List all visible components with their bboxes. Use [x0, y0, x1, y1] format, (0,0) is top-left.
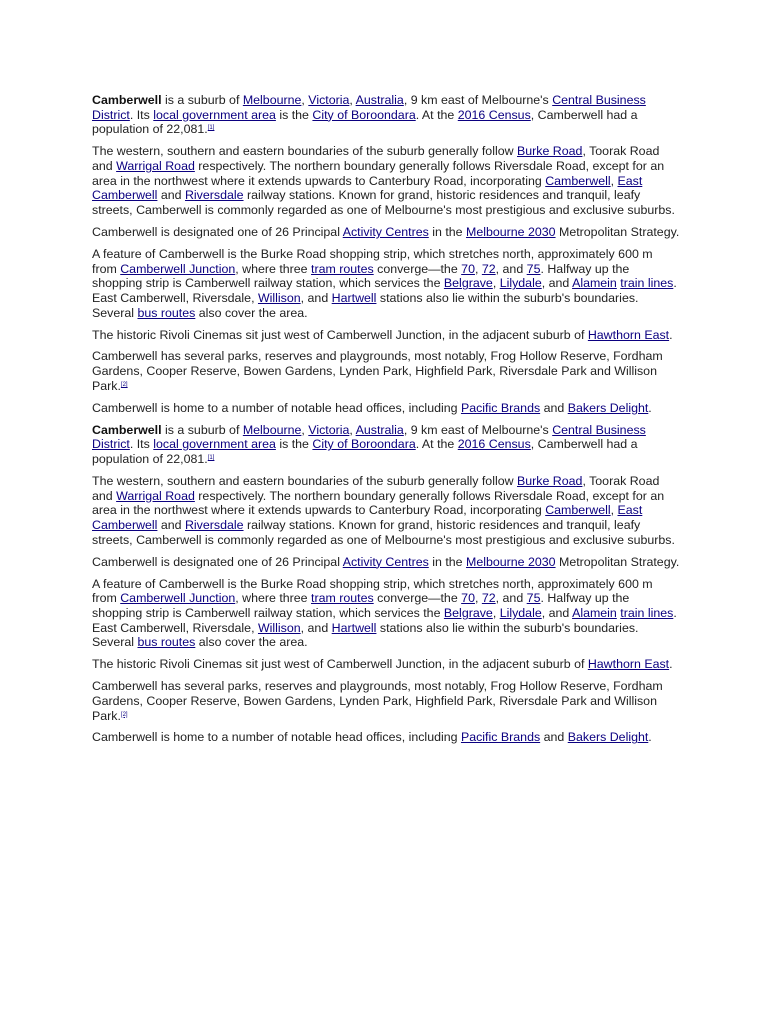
citation-superscript: [121, 382, 128, 388]
wiki-link[interactable]: Camberwell: [545, 173, 611, 188]
text-run: Metropolitan Strategy.: [555, 554, 680, 569]
wiki-link[interactable]: Bakers Delight: [567, 400, 649, 415]
text-run: . Halfway up the shopping strip is Camberwell railway station, which services the: [92, 261, 630, 291]
text-run: also cover the area.: [195, 305, 308, 320]
text-run: The historic Rivoli Cinemas sit just west of Camberwell Junction, in the adjacent suburb of: [92, 657, 588, 672]
wiki-link[interactable]: Belgrave: [443, 276, 493, 291]
text-run: . At the: [415, 437, 458, 452]
wiki-link[interactable]: Victoria: [308, 422, 350, 437]
text-run: , and: [541, 605, 573, 620]
wiki-link[interactable]: East Camberwell: [92, 503, 643, 533]
text-run: Metropolitan Strategy.: [555, 225, 680, 239]
wiki-link[interactable]: City of Boroondara: [312, 107, 416, 122]
wiki-link[interactable]: Bakers Delight: [567, 730, 649, 745]
wiki-link[interactable]: 70: [461, 261, 475, 276]
text-run: Camberwell has several parks, reserves and playgrounds, most notably, Frog Hollow Reserve, Fordham Gardens, Cooper Reserve, Bowen Gardens, Lynden Park, Highfield Park, Riversdale Park and Willison Park.: [92, 679, 663, 723]
text-run: railway stations. Known for grand, historic residences and tranquil, leafy streets, Camberwell is commonly regarded as one of Melbourne's most prestigious and exclusive suburbs.: [92, 518, 675, 547]
wiki-link[interactable]: Camberwell Junction: [120, 261, 236, 276]
article-paragraph: [92, 577, 680, 651]
text-run: is the: [275, 437, 313, 452]
text-run: . East Camberwell, Riversdale,: [92, 605, 677, 635]
text-run: stations also lie within the suburb's boundaries. Several: [92, 291, 639, 320]
article-paragraph: [92, 657, 680, 672]
wiki-link[interactable]: 72: [481, 591, 496, 606]
text-run: , 9 km east of Melbourne's: [403, 93, 553, 107]
citation-superscript: [208, 455, 215, 461]
wiki-link[interactable]: Australia: [355, 93, 404, 107]
wiki-link[interactable]: Central Business District: [92, 422, 646, 452]
text-run: also cover the area.: [195, 635, 308, 650]
text-run: . Its: [129, 107, 154, 122]
text-run: and: [157, 188, 185, 203]
text-run: . At the: [415, 107, 458, 122]
wiki-link[interactable]: Melbourne: [242, 93, 302, 107]
text-run: respectively. The northern boundary generally follows Riversdale Road, except for an area in the northwest where it extends upwards to Canterbury Road, incorporating: [92, 488, 665, 518]
article-paragraph: [92, 247, 680, 321]
text-run: A feature of Camberwell is the Burke Road shopping strip, which stretches north, approximately 600 m from: [92, 246, 653, 276]
text-run: in the: [428, 554, 466, 569]
article-subject-bold: Camberwell: [92, 93, 162, 107]
wiki-link[interactable]: Hawthorn East: [587, 327, 670, 342]
text-run: A feature of Camberwell is the Burke Road shopping strip, which stretches north, approximately 600 m from: [92, 576, 653, 606]
wiki-link[interactable]: 2016 Census: [457, 437, 531, 452]
wiki-link[interactable]: City of Boroondara: [312, 437, 416, 452]
wiki-link[interactable]: Burke Road: [517, 144, 583, 159]
wiki-link[interactable]: Willison: [257, 620, 301, 635]
wiki-link[interactable]: Riversdale: [184, 188, 244, 203]
text-run: ,: [610, 503, 618, 518]
wiki-link[interactable]: Willison: [257, 291, 301, 305]
wiki-link[interactable]: local government area: [153, 107, 276, 122]
wiki-link[interactable]: tram routes: [311, 261, 374, 276]
wiki-link[interactable]: Activity Centres: [342, 225, 429, 239]
wiki-link[interactable]: Burke Road: [517, 473, 583, 488]
wiki-link[interactable]: Activity Centres: [342, 554, 429, 569]
wiki-link[interactable]: Alamein: [572, 605, 617, 620]
text-run: , where three: [235, 261, 312, 276]
text-run: stations also lie within the suburb's boundaries. Several: [92, 620, 639, 650]
article-paragraph: [92, 144, 680, 218]
wiki-link[interactable]: Hartwell: [331, 291, 377, 305]
wiki-link[interactable]: Riversdale: [184, 518, 244, 533]
wiki-link[interactable]: Camberwell: [545, 503, 611, 518]
text-run: ,: [301, 93, 309, 107]
text-run: , and: [300, 291, 332, 305]
citation-link[interactable]: [1]: [207, 125, 215, 132]
wiki-link[interactable]: East Camberwell: [92, 173, 643, 203]
citation-superscript: [208, 125, 215, 131]
wiki-link[interactable]: bus routes: [137, 305, 196, 320]
article-subject-bold: Camberwell: [92, 422, 162, 437]
article-paragraph: [92, 93, 680, 137]
text-run: .: [648, 400, 652, 415]
text-run: ,: [492, 605, 500, 620]
wiki-link[interactable]: Central Business District: [92, 93, 646, 122]
wiki-link[interactable]: Hartwell: [331, 620, 377, 635]
text-run: converge—the: [373, 591, 462, 606]
wiki-link[interactable]: 75: [526, 591, 541, 606]
article-paragraph: [92, 423, 680, 467]
wiki-link[interactable]: Melbourne 2030: [466, 554, 556, 569]
citation-superscript: [121, 712, 128, 718]
text-run: railway stations. Known for grand, historic residences and tranquil, leafy streets, Camberwell is commonly regarded as one of Melbourne's most prestigious and exclusive suburbs.: [92, 188, 675, 218]
text-run: , where three: [235, 591, 312, 606]
wiki-link[interactable]: Camberwell Junction: [120, 591, 236, 606]
wiki-link[interactable]: Melbourne 2030: [466, 225, 556, 239]
text-run: is a suburb of: [161, 93, 243, 107]
text-run: . Its: [129, 437, 154, 452]
article-paragraph: [92, 349, 680, 393]
text-run: ,: [301, 422, 309, 437]
text-run: ,: [610, 173, 618, 188]
text-run: , and: [300, 620, 332, 635]
text-run: .: [669, 327, 673, 342]
text-run: , and: [495, 591, 527, 606]
text-run: .: [669, 657, 673, 672]
text-run: is a suburb of: [161, 422, 243, 437]
article-paragraph: [92, 730, 680, 745]
text-run: , Toorak Road and: [92, 473, 660, 503]
text-run: , Camberwell had a population of 22,081.: [92, 437, 638, 467]
text-run: ,: [474, 261, 482, 276]
wiki-link[interactable]: Alamein: [572, 276, 617, 291]
text-run: in the: [428, 225, 466, 239]
wiki-link[interactable]: bus routes: [137, 635, 196, 650]
wiki-link[interactable]: Australia: [355, 422, 404, 437]
text-run: and: [157, 518, 185, 533]
wiki-link[interactable]: Pacific Brands: [460, 730, 541, 745]
text-run: The historic Rivoli Cinemas sit just west of Camberwell Junction, in the adjacent suburb of: [92, 327, 588, 342]
text-run: Camberwell is home to a number of notable head offices, including: [92, 730, 461, 745]
wiki-link[interactable]: Lilydale: [499, 276, 542, 291]
wiki-link[interactable]: Victoria: [308, 93, 350, 107]
text-run: , and: [541, 276, 573, 291]
text-run: , Camberwell had a population of 22,081.: [92, 107, 638, 137]
text-run: Camberwell is designated one of 26 Principal: [92, 225, 343, 239]
wiki-link[interactable]: Warrigal Road: [116, 488, 195, 503]
wiki-link[interactable]: 75: [526, 261, 541, 276]
wiki-link[interactable]: local government area: [153, 437, 276, 452]
wiki-link[interactable]: Pacific Brands: [460, 400, 541, 415]
wiki-link[interactable]: tram routes: [311, 591, 374, 606]
wiki-link[interactable]: Lilydale: [499, 605, 542, 620]
text-run: ,: [349, 93, 356, 107]
text-run: . Halfway up the shopping strip is Camberwell railway station, which services the: [92, 591, 630, 620]
text-run: respectively. The northern boundary generally follows Riversdale Road, except for an area in the northwest where it extends upwards to Canterbury Road, incorporating: [92, 159, 665, 188]
wiki-link[interactable]: Melbourne: [242, 422, 302, 437]
text-run: ,: [474, 591, 482, 606]
text-run: Camberwell is home to a number of notable head offices, including: [92, 400, 461, 415]
text-run: .: [648, 730, 652, 745]
wiki-link[interactable]: Hawthorn East: [587, 657, 670, 672]
text-run: Camberwell is designated one of 26 Principal: [92, 554, 343, 569]
article-paragraph: [92, 328, 680, 343]
text-run: , Toorak Road and: [92, 144, 660, 173]
wiki-link[interactable]: 72: [481, 261, 496, 276]
article-paragraph: [92, 401, 680, 416]
text-run: The western, southern and eastern boundaries of the suburb generally follow: [92, 144, 517, 159]
text-run: and: [540, 730, 568, 745]
wiki-link[interactable]: train lines: [620, 276, 674, 291]
text-run: ,: [492, 276, 500, 291]
wiki-link[interactable]: Belgrave: [443, 605, 493, 620]
article-paragraph: [92, 555, 680, 570]
citation-link[interactable]: [1]: [207, 455, 215, 462]
text-run: converge—the: [373, 261, 462, 276]
text-run: Camberwell has several parks, reserves and playgrounds, most notably, Frog Hollow Reserve, Fordham Gardens, Cooper Reserve, Bowen Gardens, Lynden Park, Highfield Park, Riversdale Park and Willison Park.: [92, 349, 663, 393]
citation-link[interactable]: [2]: [120, 381, 128, 388]
wiki-link[interactable]: 70: [461, 591, 475, 606]
wiki-link[interactable]: Warrigal Road: [116, 159, 195, 173]
article-paragraph: [92, 474, 680, 548]
wiki-link[interactable]: 2016 Census: [457, 107, 531, 122]
wiki-link[interactable]: train lines: [620, 605, 674, 620]
article-paragraph: [92, 679, 680, 723]
text-run: and: [540, 400, 568, 415]
citation-link[interactable]: [2]: [120, 711, 128, 718]
text-run: ,: [349, 422, 356, 437]
text-run: . East Camberwell, Riversdale,: [92, 276, 677, 305]
article-paragraph: [92, 225, 680, 240]
text-run: , 9 km east of Melbourne's: [403, 422, 553, 437]
text-run: The western, southern and eastern boundaries of the suburb generally follow: [92, 473, 517, 488]
text-run: is the: [275, 107, 313, 122]
article-body: [92, 93, 680, 752]
text-run: , and: [495, 261, 527, 276]
